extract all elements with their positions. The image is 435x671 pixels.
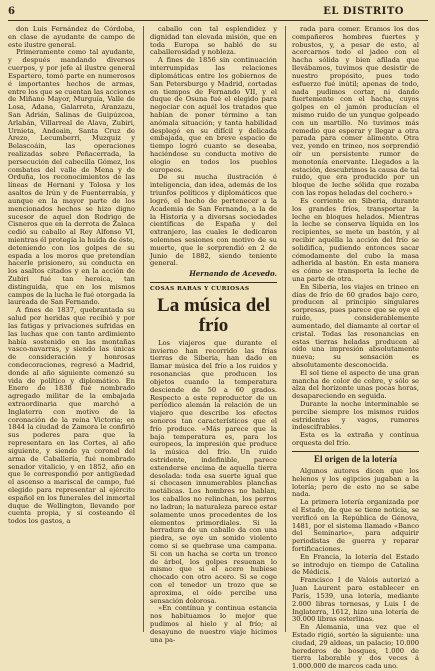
- paragraph: don Luis Fernández de Córdoba, en clase de ayudante de campo de este ilustre general.: [8, 25, 135, 49]
- paragraph: caballo con tal esplendidez y dignidad tan elevada misión, que en toda Europa se habló de su caballerosidad y nobleza.: [150, 25, 277, 57]
- column-2: [150, 25, 277, 644]
- paragraph: Los viajeros que durante el invierno han recorrido las frías tierras de Siberia, han dado en llamar música del frío a los ruidos y resonancias que producen los objetos cuando la temperatura desciende de 50 a 60 grados. Respecto a este reproductor de un periódico alemán la relación de un viajero que describe los efectos sonoros tan característicos que el frío produce. «Más parece que la baja temperatura es, para los europeos, la impresión que produce la música del frío. Un ruido estridente, indefinible, parece extenderse encima de aquella tierra desolada: toda esa suerte igual que si chocasen innumerables planchas metálicas. Los hombres no hablan, los caballos no relinchan, los perros no ladran; la naturaleza parece estar solamente unos procedentes de los elementos primordiales. Si la herradura de un caballo da con una piedra, se oye un sonido violento como si se quebrase una campana. Si con un hacha se corta un tronco de árbol, los golpes resuenan lo mismo que si el acero hubiese chocado con otro acero. Si se coge con el tenedor un trozo que se aproxima, el oído percibe una sensación dolorosa.: [150, 338, 277, 605]
- page-header: [8, 6, 428, 21]
- column-divider: [285, 26, 286, 632]
- journal-title: EL DISTRITO: [323, 6, 404, 17]
- article-subheading: El origen de la lotería: [292, 451, 419, 465]
- paragraph: rada para comer. Eramos los dos compañeros hombres fuertes y robustos, y, a pesar de esto, al acercarnos todo el jadeo con el hacha sólida y bien afilada que llevábamos, tuvimos que desistir de nuestro propósito, pues todo esfuerzo fué inútil; apenas de todo, nada pudimos cortar, ni dando fuertemente con el hacha, cuyos golpes en el jamón producían el mismo ruido de un yunque golpeado con un martillo. No tuvimos más remedio que esperar y llegar a otra parada para comer alimento. Otra vez, yendo en trineo, nos sorprendió oír un persistente rumor de monotonía enervante. Llegados a la estación, descubrimos la causa de tal ruido, que era producido por un bloque de leche sólida que rozaba con las ropas heladas del cochero.»: [292, 25, 419, 198]
- paragraph: En Alemania, una vez que el Estado rigió, sortéo la siguiente: una ciudad, 29 aldeas, un palacio; 10.000 herederos de bosques, 1.000 de tierra laborable y dos veces á 1.000.000 de marcos cada uno.: [292, 623, 419, 671]
- paragraph: Durante la noche interminable se percibe siempre los mismos ruidos estridentes y vagos, rumores indescifrables.: [292, 400, 419, 432]
- paragraph: De su mucha ilustración é inteligencia, dan idea, además de los triunfos políticos y diplomáticos que logró, el hecho de pertenecer a la Academia de San Fernando, a la de la Historia y a diversas sociedades científicas de España y del extranjero, las cuales le dedicaron solemnes sesiones con motivo de su muerte, que le sorprendió en 2 de Junio de 1882, siendo teniente general.: [150, 173, 277, 268]
- column-3: [292, 25, 419, 671]
- paragraph: »En contínua y continua estancia nos habituamos lo mejor que pudimos al hielo y al frío; al desayuno de nuestro viaje hicimos una pa-: [150, 604, 277, 644]
- paragraph: Esta es la extraña y contínua orquesta del frío.: [292, 431, 419, 448]
- paragraph: A fines de 1837, quebrantada su salud por heridas que recibió y por las fatigas y privaciones sufridas en las luchas que con tanto ardimiento había sostenido en las montañas vasco-navarras, y siendo las únicas de consideración y honrosas condecoraciones, regresó a Madrid, donde al año siguiente comenzó su vida de político y diplomático. En Enero de 1838 fué nombrado agregado militar de la embajada extraordinaria que marchó a Inglaterra con motivo de la coronación de la reina Victoria; en 1844 la ciudad de Zamora le confirió sus poderes para que la representara en las Cortes, al año siguiente, y siendo ya coronel del arma de Caballería, fué nombrado senador vitalicio, y en 1852, año en que le correspondió por antigüedad el ascenso a mariscal de campo, fué elegido para representar al ejército español en los funerales del inmortal duque de Wellington, llevando por cuenta propia, y sí costeando él todos los gastos, a: [8, 306, 135, 526]
- paragraph: Primeramente como tal ayudante, y después mandando diversos cuerpos, y por jefe al ilustre general Espartero, tomó parte en numerosos é importantes hechos de armas, entre los que se cuentan las acciones de Miñano Mayor, Murguía, Valle de Losa, Adana, Galarreta, Aranzazu, San Adrián, Salinas de Guipúzcoa, Arlabán, Villarreal de Alava, Zubiri, Urnieta, Andoain, Santa Cruz de Arezo, Lecumberri, Muzquiz y Belascoáin, las operaciones realizadas sobre Peñacerrada, la persecución del cabecilla Gómez, los combates del valle de Mena y de Orduña, los reconocimientos de las líneas de Hernani y Tolosa y los asaltos de Irún y de Fuenterrabía, y aunque en la mayor parte de los mencionados hechos se hizo digno sucesor de aquel don Rodrigo de Cisneros que en la derrota de Zalaca cedió su caballo al Rey Alfonso VI, mientras él protegía la huída de éste, deteniendo con los golpes de su espada a los moros que pretendían hacerle prisionero, su conducta en los asaltos citados y en la acción de Zubiri fué tan heroica, tan distinguida, que en los mismos campos de la lucha le fué otorgada la laureada de San Fernando.: [8, 48, 136, 307]
- author-signature: Hernando de Acevedo.: [189, 269, 277, 279]
- article-headline: La música del frío: [157, 294, 270, 336]
- page-number: 6: [8, 6, 15, 17]
- paragraph: Algunos autores dicen que los helenos y los egipcios jugaban a la lotería; pero de esto no se sabe nada.: [292, 466, 419, 499]
- column-1: [8, 26, 135, 634]
- paragraph: A fines de 1856 sin continuación interrumpidas las relaciones diplomáticas entre los gobiernos de San Petersburgo y Madrid, cortadas en tiempos de Fernando VII, y el duque de Osuna fué el elegido para negociar con aquél los tratados que habían de poner término a tan anómala situación; y tanta habilidad desplegó en su difícil y delicada embajada, que en breve espacio de tiempo logró cuanto se deseaba, haciéndose su conducta motivo de elogio en todos los pueblos europeos.: [150, 56, 277, 174]
- section-rule: [150, 282, 277, 283]
- paragraph: En Francia, la lotería del Estado se introdujo en tiempo de Catalina de Médicis.: [292, 552, 419, 577]
- paragraph: En Siberia, los viajes en trineo en días de frío de 60 grados bajo cero, producen al principio singulares sorpresas, pues parece que se oye el ruido, considerablemente aumentado, del diamante al cortar el cristal. Todas las resonancias en estas tierras heladas producen al oído una impresión absolutamente nueva; su sensación es absolutamente desconocida.: [292, 282, 419, 369]
- paragraph: El sol tiene el aspecto de una gran mancha de color de cobre, y sólo se alza del horizonte unas pocas horas, desapareciendo en seguida.: [292, 368, 419, 401]
- paragraph: Es corriente en Siberia, durante los grandes fríos, transportar la leche en bloques helados. Mientras la leche se conserva líquida en los recipientes, se mete un bastón, y al recibir aquélla la acción del frío se solidifica, pudiendo entonces sacar cómodamente del cubo la masa adherida al bastón. En esta manera es cómo se transporta la leche de una parte de otra.: [292, 196, 419, 283]
- paragraph: Francisco I de Valois autorizó a Juan Laurent para establecer en París, 1539, una lotería, mediante 2.000 libras tornesas, y Luis I de Inglaterra, 1612, hizo una lotería de 30.000 libras esterlinas.: [292, 576, 419, 624]
- column-divider: [143, 26, 144, 632]
- paragraph: La primera lotería organizada por el Estado, de que se tiene noticia, se verificó en la República de Génova, 1481, por el sistema llamado «Banco del Seminario», para adquirir periodistas de guerra y reparar fortificaciones.: [292, 498, 419, 553]
- section-kicker: COSAS RARAS Y CURIOSAS: [150, 286, 250, 292]
